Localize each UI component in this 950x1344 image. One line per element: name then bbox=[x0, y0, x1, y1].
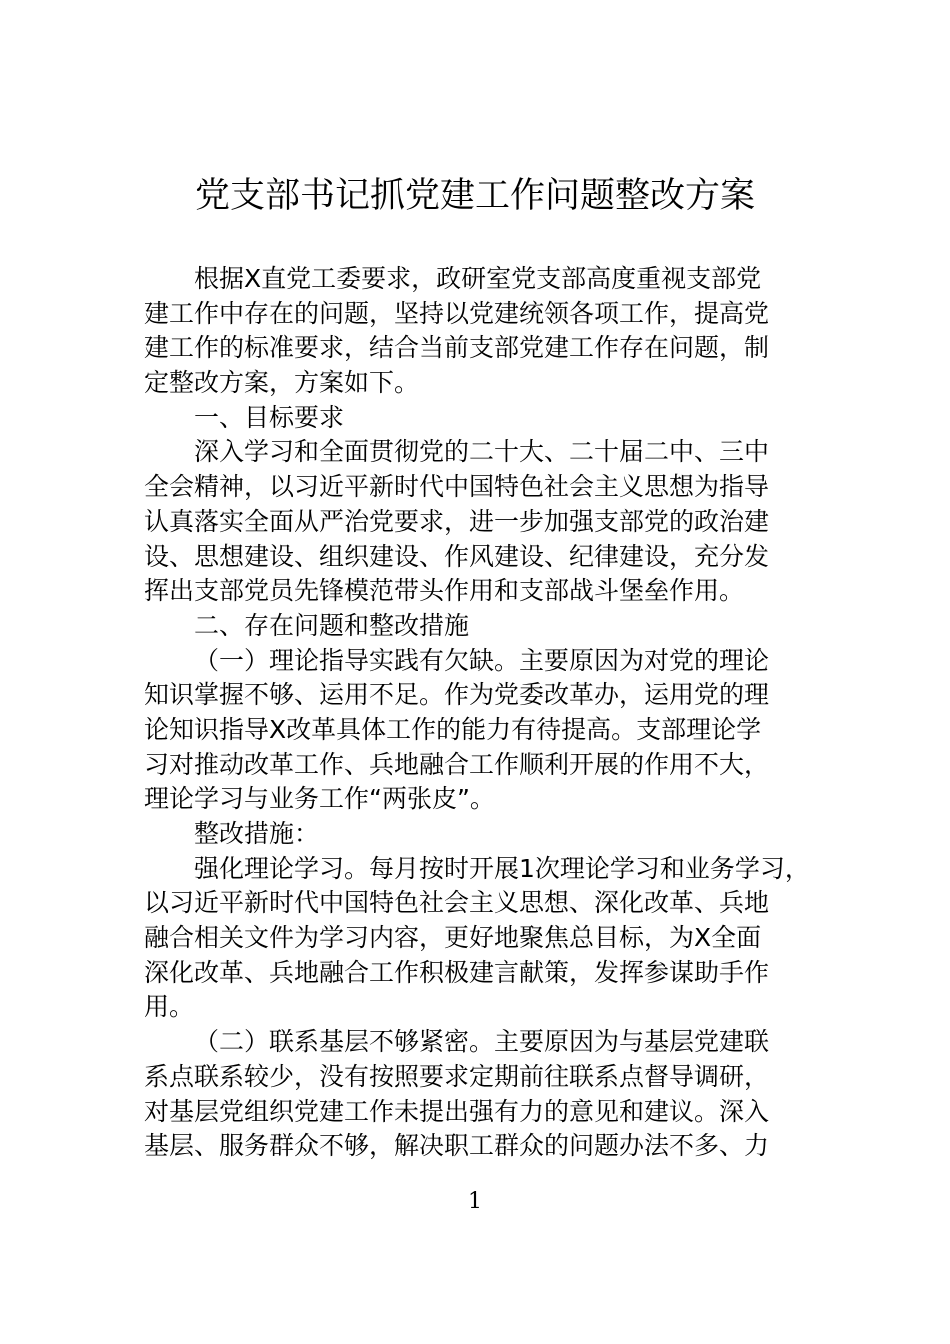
paragraph-line: 知识掌握不够、运用不足。作为党委改革办，运用党的理 bbox=[144, 680, 770, 710]
paragraph-line: 挥出支部党员先锋模范带头作用和支部战斗堡垒作用。 bbox=[144, 576, 745, 606]
paragraph-line: 建工作的标准要求，结合当前支部党建工作存在问题，制 bbox=[144, 333, 770, 363]
paragraph-line: （一）理论指导实践有欠缺。主要原因为对党的理论 bbox=[194, 645, 770, 675]
paragraph-line: 系点联系较少，没有按照要求定期前往联系点督导调研， bbox=[144, 1061, 770, 1091]
paragraph-line: 深入学习和全面贯彻党的二十大、二十届二中、三中 bbox=[194, 437, 770, 467]
subheading-line: 整改措施： bbox=[194, 819, 320, 848]
paragraph-line: 对基层党组织党建工作未提出强有力的意见和建议。深入 bbox=[144, 1096, 770, 1126]
paragraph-line: 设、思想建设、组织建设、作风建设、纪律建设，充分发 bbox=[144, 541, 770, 571]
section-heading: 一、目标要求 bbox=[194, 402, 345, 432]
paragraph-line: 基层、服务群众不够，解决职工群众的问题办法不多、力 bbox=[144, 1131, 770, 1161]
document-body bbox=[144, 262, 808, 1164]
paragraph-line: 论知识指导X改革具体工作的能力有待提高。支部理论学 bbox=[144, 714, 762, 744]
paragraph-line: 深化改革、兵地融合工作积极建言献策，发挥参谋助手作 bbox=[144, 957, 770, 987]
paragraph-line: 建工作中存在的问题，坚持以党建统领各项工作，提高党 bbox=[144, 298, 770, 328]
paragraph-line: （二）联系基层不够紧密。主要原因为与基层党建联 bbox=[194, 1027, 770, 1057]
page-number: 1 bbox=[468, 1189, 482, 1214]
paragraph-line: 根据X直党工委要求，政研室党支部高度重视支部党 bbox=[194, 264, 762, 293]
paragraph-line: 习对推动改革工作、兵地融合工作顺利开展的作用不大， bbox=[144, 749, 770, 779]
document-title: 党支部书记抓党建工作问题整改方案 bbox=[194, 176, 755, 216]
paragraph-line: 融合相关文件为学习内容，更好地聚焦总目标，为X全面 bbox=[144, 923, 762, 953]
paragraph-line: 理论学习与业务工作“两张皮”。 bbox=[144, 784, 495, 814]
paragraph-line: 全会精神，以习近平新时代中国特色社会主义思想为指导 bbox=[144, 472, 770, 502]
paragraph-line: 强化理论学习。每月按时开展1次理论学习和业务学习， bbox=[194, 853, 810, 883]
paragraph-line: 以习近平新时代中国特色社会主义思想、深化改革、兵地 bbox=[144, 888, 770, 918]
paragraph-line: 定整改方案，方案如下。 bbox=[144, 368, 420, 398]
paragraph-line: 用。 bbox=[144, 992, 195, 1022]
section-heading: 二、存在问题和整改措施 bbox=[194, 610, 470, 640]
paragraph-line: 认真落实全面从严治党要求，进一步加强支部党的政治建 bbox=[144, 506, 770, 536]
